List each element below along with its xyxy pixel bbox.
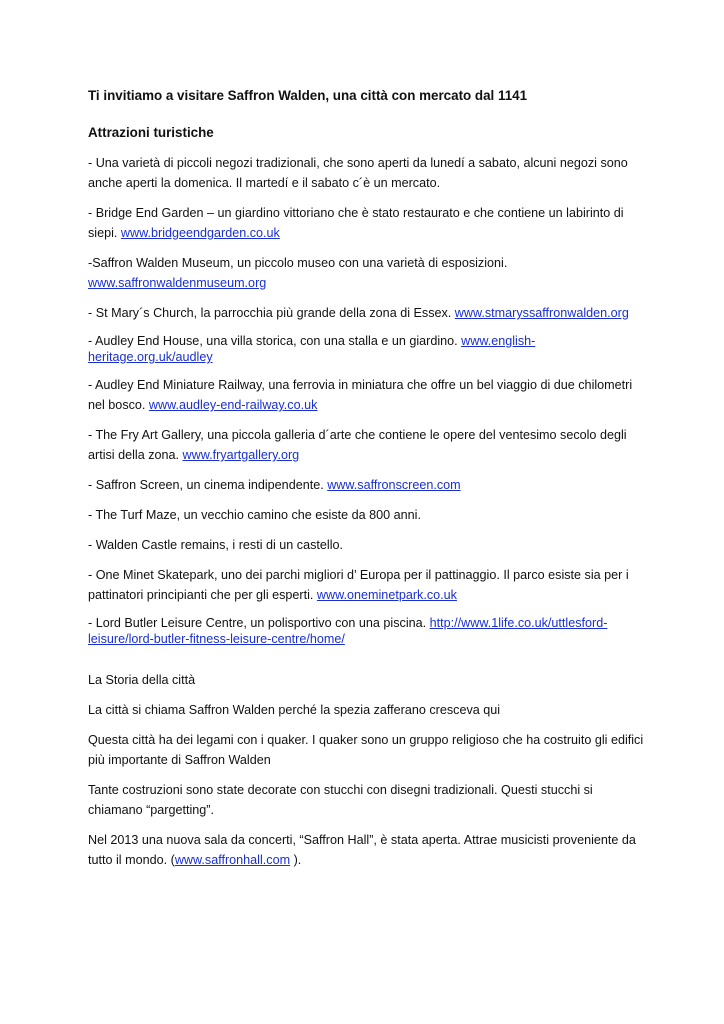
history-text-end: ). [290, 853, 302, 867]
attractions-heading: Attrazioni turistiche [88, 125, 214, 140]
attraction-item [88, 333, 644, 365]
railway-link[interactable]: www.audley-end-railway.co.uk [148, 398, 318, 412]
attraction-text: - The Fry Art Gallery, una piccola galleria d´arte che contiene le opere del ventesimo secolo degli artisi della zona. [88, 428, 627, 462]
attraction-item [88, 535, 644, 555]
history-paragraph: Questa città ha dei legami con i quaker. I quaker sono un gruppo religioso che ha costruito gli edifici più importante di Saffron Walden [88, 733, 644, 767]
attraction-text: - Lord Butler Leisure Centre, un polisportivo con una piscina. [88, 616, 430, 630]
attraction-item [88, 425, 644, 465]
st-marys-link[interactable]: www.stmaryssaffronwalden.org [454, 306, 629, 320]
document-body [88, 86, 644, 880]
history-heading: La Storia della città [88, 673, 196, 687]
saffron-hall-link[interactable]: www.saffronhall.com [174, 853, 291, 867]
attraction-item [88, 375, 644, 415]
history-paragraph: Tante costruzioni sono state decorate con stucchi con disegni tradizionali. Questi stucchi si chiamano “pargetting”. [88, 783, 593, 817]
history-text: Nel 2013 una nuova sala da concerti, “Saffron Hall”, è stata aperta. Attrae musicisti proveniente da tutto il mondo. ( [88, 833, 636, 867]
fry-art-gallery-link[interactable]: www.fryartgallery.org [182, 448, 300, 462]
attraction-item [88, 505, 644, 525]
attraction-item [88, 615, 644, 647]
leisure-centre-link[interactable]: http://www.1life.co.uk/uttlesford-leisure/lord-butler-fitness-leisure-centre/home/ [88, 616, 608, 646]
history-paragraph [88, 830, 644, 870]
attraction-text: -Saffron Walden Museum, un piccolo museo con una varietà di esposizioni. [88, 256, 508, 270]
attraction-text: - Walden Castle remains, i resti di un castello. [88, 538, 344, 552]
attraction-item [88, 565, 644, 605]
attraction-item [88, 153, 644, 193]
attraction-text: - Saffron Screen, un cinema indipendente. [88, 478, 328, 492]
attraction-text: - One Minet Skatepark, uno dei parchi migliori d’ Europa per il pattinaggio. Il parco esiste sia per i pattinatori principianti che per gli esperti. [88, 568, 629, 602]
attraction-text: - The Turf Maze, un vecchio camino che esiste da 800 anni. [88, 508, 421, 522]
museum-link[interactable]: www.saffronwaldenmuseum.org [88, 276, 267, 290]
attraction-text: - Audley End Miniature Railway, una ferrovia in miniatura che offre un bel viaggio di due chilometri nel bosco. [88, 378, 633, 412]
history-paragraph: La città si chiama Saffron Walden perché la spezia zafferano cresceva qui [88, 703, 501, 717]
attraction-item [88, 203, 644, 243]
page-title: Ti invitiamo a visitare Saffron Walden, una città con mercato dal 1141 [88, 88, 528, 103]
attraction-text: - Una varietà di piccoli negozi tradizionali, che sono aperti da lunedí a sabato, alcuni negozi sono anche aperti la domenica. Il martedí e il sabato c´è un mercato. [88, 156, 628, 190]
english-heritage-link[interactable]: www.english-heritage.org.uk/audley [88, 334, 536, 364]
attraction-text: - Bridge End Garden – un giardino vittoriano che è stato restaurato e che contiene un labirinto di siepi. [88, 206, 624, 240]
skatepark-link[interactable]: www.oneminetpark.co.uk [316, 588, 457, 602]
attraction-text: - St Mary´s Church, la parrocchia più grande della zona di Essex. [88, 306, 455, 320]
saffron-screen-link[interactable]: www.saffronscreen.com [327, 478, 461, 492]
attraction-item [88, 253, 644, 293]
bridge-end-garden-link[interactable]: www.bridgeendgarden.co.uk [120, 226, 280, 240]
attraction-item [88, 303, 644, 323]
attraction-item [88, 475, 644, 495]
attraction-text: - Audley End House, una villa storica, con una stalla e un giardino. [88, 334, 462, 348]
